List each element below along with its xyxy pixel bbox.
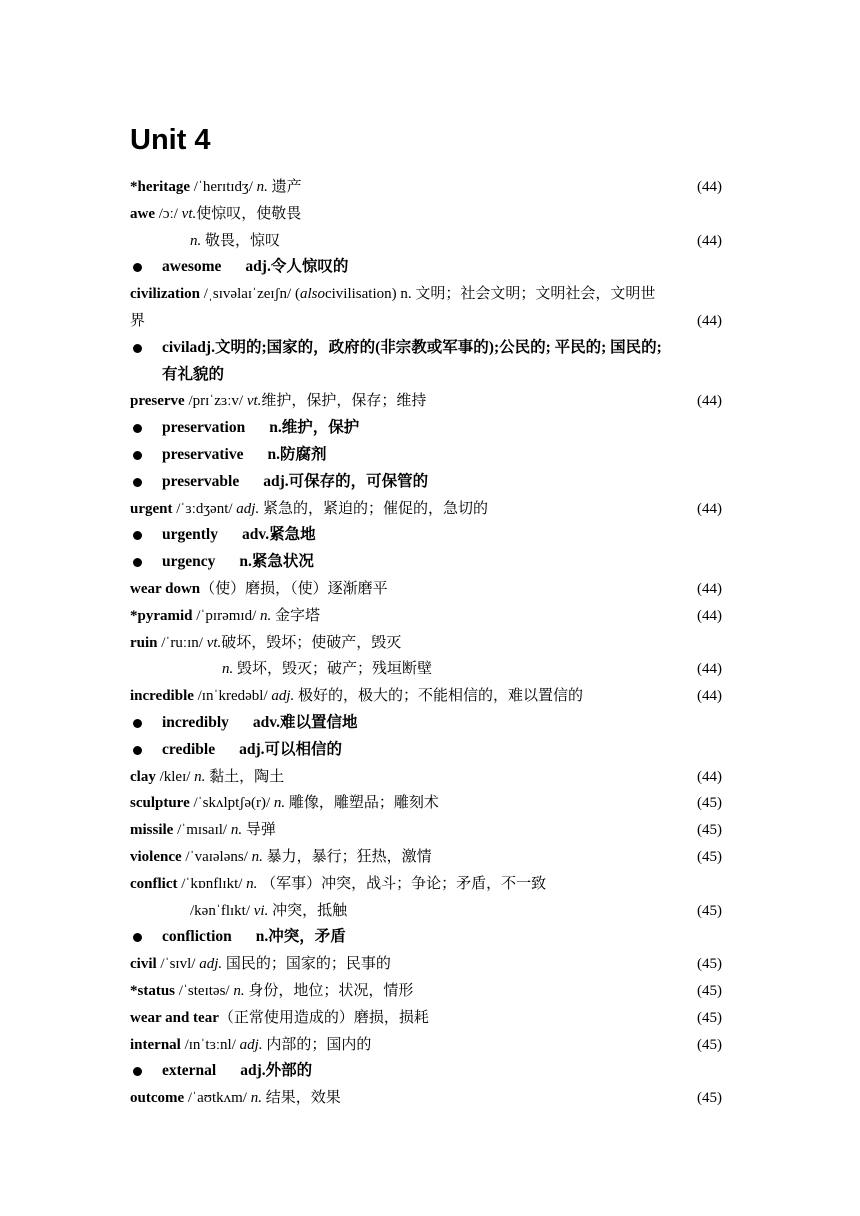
headword: sculpture xyxy=(130,795,190,812)
vocab-entry xyxy=(130,844,722,871)
headword: *pyramid xyxy=(130,607,193,624)
headword: incredible xyxy=(130,688,194,705)
vocab-entry xyxy=(130,683,722,710)
definition: 金字塔 xyxy=(271,607,321,624)
headword: *heritage xyxy=(130,179,190,195)
derived-word xyxy=(130,442,722,469)
headword: outcome xyxy=(130,1090,185,1107)
derived-definition: n.防腐剂 xyxy=(267,445,327,463)
part-of-speech: n. xyxy=(222,661,234,678)
vocab-entry xyxy=(130,1032,722,1059)
definition: 极好的，极大的；不能相信的，难以置信的 xyxy=(294,688,584,705)
vocab-entry xyxy=(130,603,722,630)
vocab-entry xyxy=(130,576,722,603)
vocab-entry xyxy=(130,630,722,657)
headword: missile xyxy=(130,822,174,839)
derived-headword: urgency xyxy=(162,553,216,571)
derived-word xyxy=(130,1058,722,1085)
definition: 维护，保护，保存；维持 xyxy=(261,393,427,410)
headword: civil xyxy=(130,956,157,973)
vocab-entry xyxy=(130,951,722,978)
vocab-subsense xyxy=(130,656,722,683)
bullet-icon xyxy=(133,531,142,540)
bullet-icon xyxy=(133,719,142,728)
phonetic: /ɪnˈkredəbl/ xyxy=(193,688,272,705)
phonetic: /ˈkɒnflɪkt/ xyxy=(177,875,247,892)
part-of-speech: n. xyxy=(250,1090,262,1107)
definition: （使）磨损，（使）逐渐磨平 xyxy=(200,580,388,597)
vocab-entry xyxy=(130,388,722,415)
definition: （正常使用造成的）磨损，损耗 xyxy=(218,1009,429,1026)
definition: 暴力，暴行；狂热，激情 xyxy=(262,848,432,865)
headword: awe xyxy=(130,205,155,222)
page-reference: (45) xyxy=(697,902,722,919)
page-reference: (44) xyxy=(697,232,722,249)
headword: wear and tear xyxy=(130,1009,219,1026)
derived-word xyxy=(130,549,722,576)
derived-definition: adj.令人惊叹的 xyxy=(245,258,349,276)
page-reference: (44) xyxy=(697,312,722,329)
part-of-speech: vt. xyxy=(181,205,197,222)
derived-headword: urgently xyxy=(162,526,218,544)
continuation-text xyxy=(130,362,722,389)
part-of-speech: n. xyxy=(256,179,268,195)
definition: 身份，地位；状况，情形 xyxy=(244,982,414,999)
derived-headword: preservative xyxy=(162,445,244,463)
unit-title: Unit 4 xyxy=(130,124,211,156)
derived-word xyxy=(130,469,722,496)
bullet-icon xyxy=(133,478,142,487)
bullet-icon xyxy=(133,451,142,460)
part-of-speech: n. xyxy=(190,232,202,249)
part-of-speech: also xyxy=(299,286,325,303)
definition: 毁坏，毁灭；破产；残垣断壁 xyxy=(233,661,433,678)
continuation: 界 xyxy=(130,312,146,329)
definition: 雕像，雕塑品；雕刻术 xyxy=(285,795,439,812)
part-of-speech: n. xyxy=(246,875,258,892)
continuation-line xyxy=(130,308,722,335)
page-reference: (45) xyxy=(697,848,722,865)
vocab-entry xyxy=(130,201,722,228)
vocab-entry xyxy=(130,1005,722,1032)
page-reference: (44) xyxy=(697,607,722,624)
phonetic: /ɔː/ xyxy=(155,205,182,222)
derived-definition: adv.紧急地 xyxy=(241,526,316,544)
phonetic: /ˈpɪrəmɪd/ xyxy=(192,607,261,624)
derived-word xyxy=(130,254,722,281)
part-of-speech: n. xyxy=(251,848,263,865)
phonetic: /kleɪ/ xyxy=(155,768,195,785)
page-reference: (44) xyxy=(697,179,722,195)
part-of-speech: vt. xyxy=(246,393,262,410)
part-of-speech: vt. xyxy=(206,634,222,651)
part-of-speech: adj. xyxy=(239,1036,263,1053)
vocabulary-list xyxy=(130,174,722,1112)
page-reference: (45) xyxy=(697,982,722,999)
bullet-icon xyxy=(133,1067,142,1076)
part-of-speech: adj. xyxy=(199,956,223,973)
derived-headword: civiladj.文明的;国家的，政府的(非宗教或军事的);公民的; 平民的; 国民的; xyxy=(162,338,662,356)
headword: internal xyxy=(130,1036,181,1053)
definition: 破坏，毁坏；使破产，毁灭 xyxy=(221,634,402,651)
headword: preserve xyxy=(130,393,185,410)
derived-definition: adj.外部的 xyxy=(240,1062,313,1080)
phonetic: /ˈvaɪələns/ xyxy=(181,848,252,865)
definition: 冲突，抵触 xyxy=(268,902,348,919)
vocab-entry xyxy=(130,764,722,791)
phonetic: /ˈskʌlptʃə(r)/ xyxy=(189,795,274,812)
definition: civilisation) n. 文明；社会文明；文明社会，文明世 xyxy=(324,286,656,303)
definition: 紧急的，紧迫的；催促的，急切的 xyxy=(259,500,488,517)
vocab-subsense xyxy=(130,898,722,925)
bullet-icon xyxy=(133,424,142,433)
phonetic: /ˈherɪtɪdʒ/ xyxy=(189,179,257,195)
headword: civilization xyxy=(130,286,200,303)
bullet-icon xyxy=(133,263,142,272)
page-reference: (45) xyxy=(697,795,722,812)
phonetic: /ˈɜːdʒənt/ xyxy=(172,500,237,517)
definition: 内部的；国内的 xyxy=(262,1036,372,1053)
headword: *status xyxy=(130,982,176,999)
derived-word xyxy=(130,522,722,549)
vocab-subsense xyxy=(130,228,722,255)
vocab-entry xyxy=(130,496,722,523)
derived-definition: n.冲突，矛盾 xyxy=(255,928,346,946)
derived-definition: adj.可保存的，可保管的 xyxy=(263,472,429,490)
phonetic: /ˈruːɪn/ xyxy=(157,634,207,651)
derived-definition: n.紧急状况 xyxy=(239,553,314,571)
derived-headword: preservable xyxy=(162,472,240,490)
page-reference: (45) xyxy=(697,822,722,839)
vocab-entry xyxy=(130,871,722,898)
vocab-entry xyxy=(130,1085,722,1112)
part-of-speech: n. xyxy=(233,982,245,999)
definition: （军事）冲突，战斗；争论；矛盾，不一致 xyxy=(257,875,547,892)
phonetic: /ˈsteɪtəs/ xyxy=(175,982,234,999)
derived-word xyxy=(130,335,722,362)
page-reference: (45) xyxy=(697,1009,722,1026)
bullet-icon xyxy=(133,558,142,567)
part-of-speech: n. xyxy=(194,768,206,785)
vocab-entry xyxy=(130,817,722,844)
phonetic: /ɪnˈtɜːnl/ xyxy=(180,1036,240,1053)
part-of-speech: n. xyxy=(273,795,286,812)
page-reference: (44) xyxy=(697,688,722,705)
page-reference: (44) xyxy=(697,661,722,678)
derived-word xyxy=(130,415,722,442)
derived-headword: external xyxy=(162,1062,217,1080)
phonetic: /ˈmɪsaɪl/ xyxy=(173,822,231,839)
definition: 使惊叹，使敬畏 xyxy=(196,205,302,222)
headword: clay xyxy=(130,768,156,785)
headword: ruin xyxy=(130,634,158,651)
headword: violence xyxy=(130,848,182,865)
derived-word xyxy=(130,924,722,951)
page-reference: (45) xyxy=(697,1090,722,1107)
definition: 黏土，陶土 xyxy=(205,768,285,785)
derived-headword: incredibly xyxy=(162,713,229,731)
definition: 导弹 xyxy=(242,822,276,839)
part-of-speech: adj. xyxy=(236,500,260,517)
vocab-entry xyxy=(130,174,722,201)
headword: conflict xyxy=(130,875,178,892)
derived-definition: adv.难以置信地 xyxy=(252,713,358,731)
bullet-icon xyxy=(133,746,142,755)
derived-definition: n.维护，保护 xyxy=(269,419,360,437)
derived-headword: awesome xyxy=(162,258,222,276)
phonetic: /prɪˈzɜːv/ xyxy=(184,393,247,410)
page-reference: (45) xyxy=(697,1036,722,1053)
definition: 敬畏，惊叹 xyxy=(201,232,281,249)
bullet-icon xyxy=(133,344,142,353)
vocab-entry xyxy=(130,978,722,1005)
definition: 结果，效果 xyxy=(261,1090,341,1107)
page-reference: (44) xyxy=(697,393,722,410)
phonetic: /ˌsɪvəlaɪˈzeɪʃn/ ( xyxy=(200,286,300,303)
derived-headword: confliction xyxy=(162,928,232,946)
part-of-speech: n. xyxy=(260,607,272,624)
page-reference: (44) xyxy=(697,580,722,597)
part-of-speech: adj. xyxy=(271,688,295,705)
phonetic: /ˈaʊtkʌm/ xyxy=(184,1090,251,1107)
derived-headword: credible xyxy=(162,740,216,758)
vocab-entry xyxy=(130,790,722,817)
derived-word xyxy=(130,737,722,764)
part-of-speech: vi. xyxy=(253,902,269,919)
page-reference: (44) xyxy=(697,500,722,517)
page-reference: (44) xyxy=(697,768,722,785)
part-of-speech: n. xyxy=(230,822,243,839)
continuation: 有礼貌的 xyxy=(162,365,225,383)
headword: wear down xyxy=(130,580,201,597)
derived-headword: preservation xyxy=(162,419,246,437)
definition: 遗产 xyxy=(267,179,302,195)
definition: 国民的；国家的；民事的 xyxy=(222,956,391,973)
headword: urgent xyxy=(130,500,173,517)
phonetic: /ˈsɪvl/ xyxy=(156,956,200,973)
phonetic: /kənˈflɪkt/ xyxy=(190,902,254,919)
derived-definition: adj.可以相信的 xyxy=(239,740,343,758)
bullet-icon xyxy=(133,933,142,942)
page-reference: (45) xyxy=(697,956,722,973)
derived-word xyxy=(130,710,722,737)
vocab-entry xyxy=(130,281,722,308)
